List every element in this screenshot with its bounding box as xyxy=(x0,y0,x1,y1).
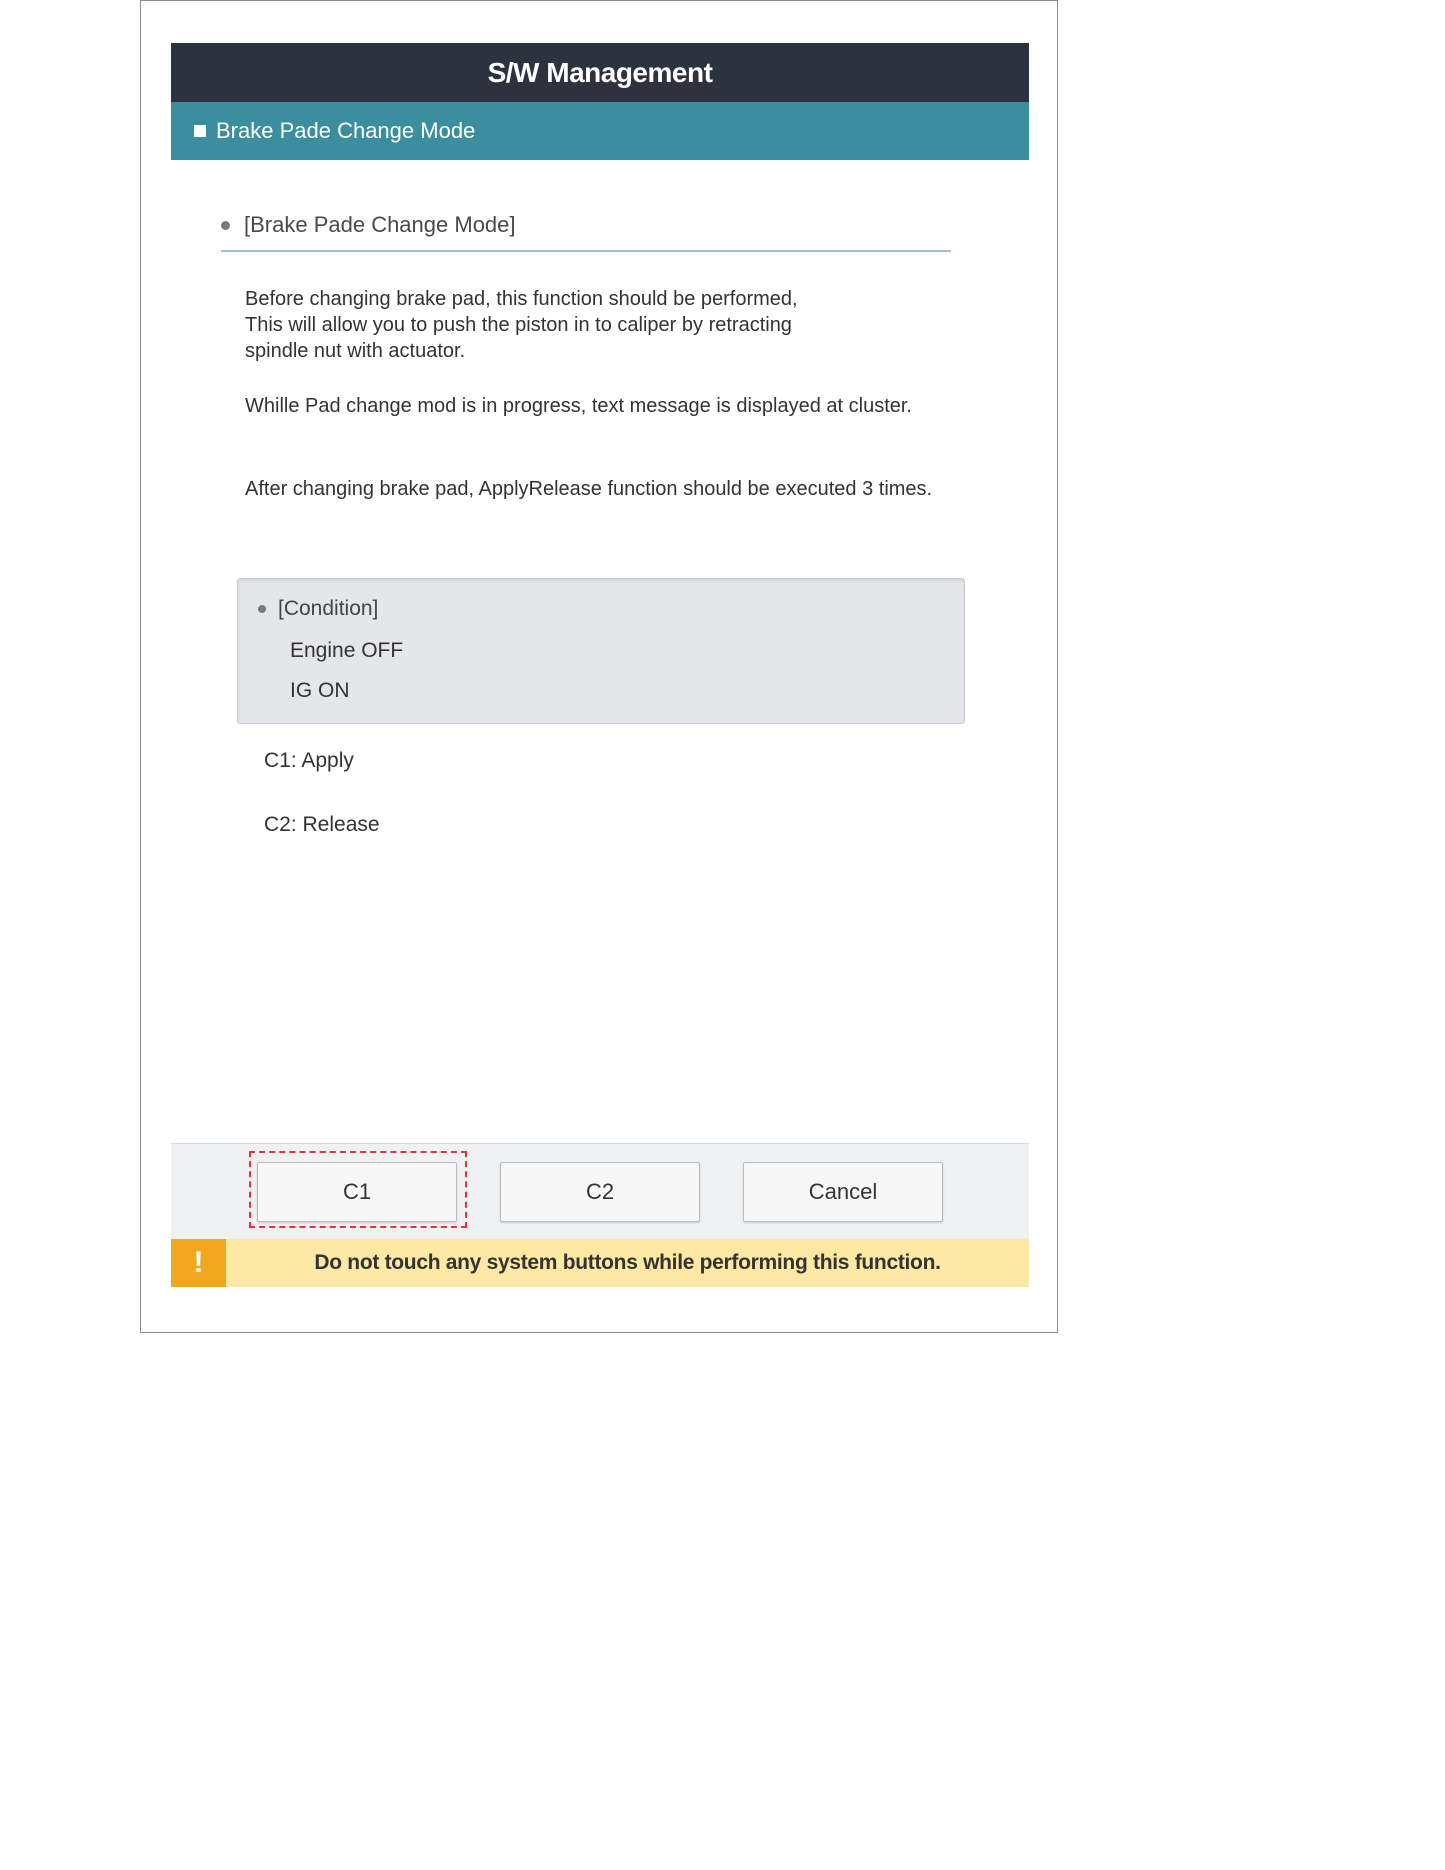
condition-heading xyxy=(258,597,378,621)
condition-box xyxy=(237,578,965,724)
mode-bar xyxy=(171,102,1029,160)
window-title: S/W Management xyxy=(171,43,1029,102)
code-c1-description: C1: Apply xyxy=(264,749,354,772)
c1-button[interactable]: C1 xyxy=(257,1162,457,1222)
cancel-button[interactable]: Cancel xyxy=(743,1162,943,1222)
condition-heading-text: [Condition] xyxy=(278,597,379,620)
description-line-3: spindle nut with actuator. xyxy=(245,340,466,362)
warning-text: Do not touch any system buttons while performing this function. xyxy=(314,1251,941,1274)
mode-bar-label: Brake Pade Change Mode xyxy=(216,118,476,143)
bullet-icon xyxy=(221,221,230,230)
condition-item: Engine OFF xyxy=(290,639,404,662)
button-bar xyxy=(171,1143,1029,1239)
section-heading-text: [Brake Pade Change Mode] xyxy=(244,212,516,237)
description-line-1: Before changing brake pad, this function should be performed, xyxy=(245,288,798,310)
c2-button[interactable]: C2 xyxy=(500,1162,700,1222)
warning-bar xyxy=(171,1239,1029,1287)
description-line-5: After changing brake pad, ApplyRelease function should be executed 3 times. xyxy=(245,478,933,500)
sw-management-window xyxy=(171,43,1029,1290)
description-line-4: Whille Pad change mod is in progress, text message is displayed at cluster. xyxy=(245,395,912,417)
bullet-icon xyxy=(258,605,266,613)
description-line-2: This will allow you to push the piston in to caliper by retracting xyxy=(245,314,792,336)
main-content xyxy=(171,160,1029,1143)
square-bullet-icon xyxy=(194,125,206,137)
condition-item: IG ON xyxy=(290,679,350,702)
warning-icon: ! xyxy=(171,1239,226,1287)
section-heading xyxy=(221,200,951,252)
code-c2-description: C2: Release xyxy=(264,813,380,836)
